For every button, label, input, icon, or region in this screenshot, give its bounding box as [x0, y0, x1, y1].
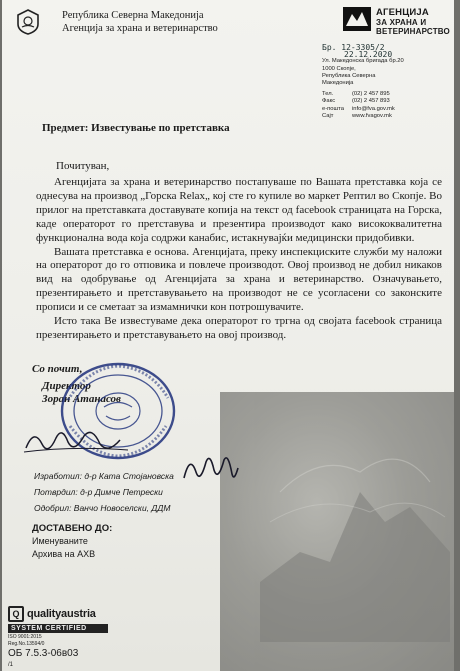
reference-block	[322, 44, 452, 120]
reference-number: Бр. 12-3305/2	[322, 43, 385, 52]
paragraph: Вашата претставка е основа. Агенцијата, преку инспекциските служби му наложи на операторот до го отповика и повлече производот. Овој производ не добил никаков вид на одобрување од Агенцијата за храна и ветеринарство. Означувањето, презентирањето и претставувањето на производот не се усогласени со законските прописи и се сметаат за измамнички кон потрошувачите.	[36, 245, 442, 314]
letter-page	[2, 0, 454, 671]
letter-closing: Со почит,	[32, 363, 83, 375]
delivery-title: ДОСТАВЕНО ДО:	[32, 523, 113, 534]
tel-row: Тел. (02) 2 457 895	[322, 91, 390, 98]
director-signature-icon	[22, 420, 132, 460]
document-reference: ОБ 7.5.3-06в03	[8, 648, 79, 659]
letter-greeting: Почитуван,	[56, 160, 110, 172]
address-line: Ул. Македонска бригада бр.20	[322, 58, 404, 65]
brand-line-3: ВЕТЕРИНАРСТВО	[376, 27, 450, 36]
address-line: 1000 Скопје,	[322, 65, 356, 72]
agency-line: Агенција за храна и ветеринарство	[62, 23, 218, 34]
director-name: Зоран Атанасов	[42, 393, 121, 405]
web-row: Сајт www.fvagov.mk	[322, 112, 392, 119]
delivery-item: Архива на АХВ	[32, 549, 96, 559]
delivery-item: Именуваните	[32, 536, 88, 546]
quality-name: qualityaustria	[27, 608, 96, 620]
iso-standard: ISO 9001:2015	[8, 634, 42, 640]
address-line: Македонија	[322, 80, 354, 87]
issuer-header	[62, 9, 218, 35]
paragraph: Агенцијата за храна и ветеринарство постапуваше по Вашата претставка која се однесува на производ „Горска Relax„ кој сте го купиле во маркет Рептил во Скопје. Во прилог на претставката доставувате копија на текст од facebook страницата на Горска, каде операторот го претставува и презентира производот како висококвалитетна функционална вода која содржи канабис, истакнувајќи медицински придобивки.	[36, 176, 442, 244]
coat-of-arms-icon	[14, 8, 42, 36]
email-row: е-пошта info@fva.gov.mk	[322, 105, 395, 112]
address-line: Република Северна	[322, 72, 376, 79]
reference-date: 22.12.2020	[344, 50, 393, 60]
approval-signature-icon	[180, 448, 240, 488]
letter-body	[36, 176, 442, 343]
quality-logo-icon: Q	[8, 606, 24, 622]
approved-line: Одобрил: Ванчо Новоселски, ДДМ	[34, 503, 171, 513]
mountain-silhouette-icon	[260, 432, 450, 642]
paragraph: Исто така Ве известуваме дека операторот го тргна од својата facebook страница презентирањето и претставувањето на овој производ.	[36, 315, 442, 341]
quality-certification	[8, 606, 108, 647]
agency-brand	[376, 8, 450, 36]
agency-logo-icon	[342, 6, 372, 32]
delivery-block	[32, 522, 112, 561]
prepared-line: Изработил: д-р Ката Стојановска	[34, 471, 174, 481]
fax-row: Факс (02) 2 457 893	[322, 98, 390, 105]
registration-number: Reg.No.13594/0	[8, 641, 45, 647]
page-marker: /1	[8, 662, 14, 668]
certified-band: SYSTEM CERTIFIED	[8, 624, 108, 633]
director-title: Директор	[42, 380, 91, 392]
overlapping-photo-shadow	[220, 392, 454, 671]
brand-line-2: ЗА ХРАНА И	[376, 18, 427, 27]
prepared-by-block	[34, 468, 174, 516]
letter-subject: Предмет: Известување по претставка	[42, 122, 230, 134]
brand-line-1: АГЕНЦИЈА	[376, 7, 429, 18]
confirmed-line: Потврдил: д-р Димче Петрески	[34, 487, 163, 497]
country-line: Република Северна Македонија	[62, 10, 204, 21]
